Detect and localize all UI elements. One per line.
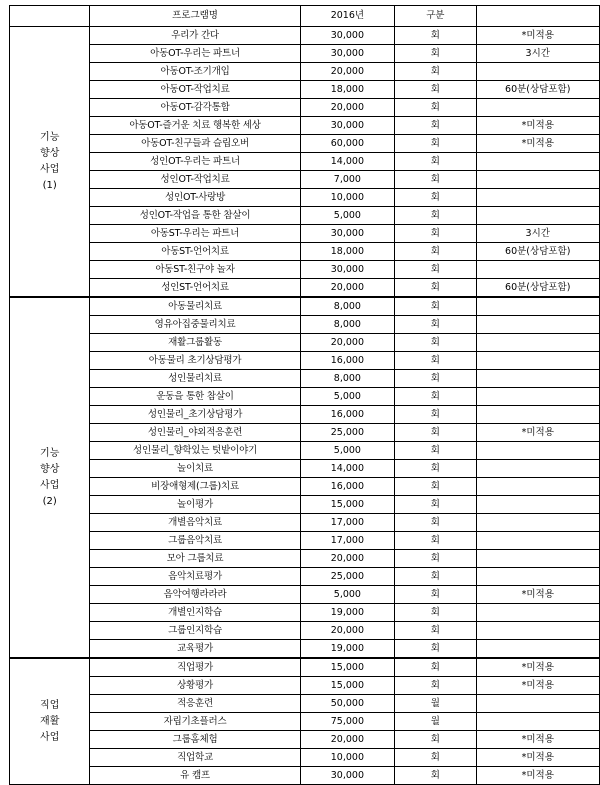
note-cell: *미적용: [476, 586, 600, 604]
price-cell: 50,000: [300, 695, 394, 713]
program-name-cell: 운동을 통한 참살이: [90, 388, 300, 406]
group-label-line: 직업: [40, 699, 60, 711]
price-cell: 19,000: [300, 604, 394, 622]
note-cell: *미적용: [476, 767, 600, 785]
header-corner: [10, 6, 90, 27]
note-cell: [476, 604, 600, 622]
note-cell: [476, 63, 600, 81]
note-cell: [476, 460, 600, 478]
program-name-cell: 상황평가: [90, 677, 300, 695]
unit-cell: 회: [395, 243, 476, 261]
program-name-cell: 유 캠프: [90, 767, 300, 785]
price-cell: 5,000: [300, 586, 394, 604]
note-cell: *미적용: [476, 731, 600, 749]
table-row: [10, 640, 600, 659]
unit-cell: 회: [395, 677, 476, 695]
note-cell: [476, 442, 600, 460]
unit-cell: 회: [395, 45, 476, 63]
program-name-cell: 영유아집중물리치료: [90, 316, 300, 334]
program-name-cell: 자립기초플러스: [90, 713, 300, 731]
unit-cell: 회: [395, 207, 476, 225]
note-cell: 3시간: [476, 45, 600, 63]
program-name-cell: 성인OT-사랑방: [90, 189, 300, 207]
table-row: [10, 189, 600, 207]
program-name-cell: 아동OT-즐거운 치료 행복한 세상: [90, 117, 300, 135]
unit-cell: 회: [395, 63, 476, 81]
unit-cell: 회: [395, 568, 476, 586]
price-cell: 17,000: [300, 514, 394, 532]
unit-cell: 회: [395, 99, 476, 117]
price-cell: 5,000: [300, 388, 394, 406]
table-row: [10, 568, 600, 586]
table-row: [10, 225, 600, 243]
note-cell: [476, 496, 600, 514]
program-name-cell: 아동OT-감각통합: [90, 99, 300, 117]
note-cell: *미적용: [476, 117, 600, 135]
price-cell: 20,000: [300, 334, 394, 352]
note-cell: [476, 261, 600, 279]
table-row: [10, 496, 600, 514]
price-cell: 15,000: [300, 496, 394, 514]
program-fee-table: [9, 5, 600, 785]
program-name-cell: 성인물리_초기상담평가: [90, 406, 300, 424]
program-name-cell: 음악치료평가: [90, 568, 300, 586]
unit-cell: 회: [395, 604, 476, 622]
table-row: [10, 460, 600, 478]
table-row: [10, 261, 600, 279]
group-label-line: 향상: [40, 463, 60, 475]
table-row: [10, 713, 600, 731]
note-cell: [476, 478, 600, 496]
price-cell: 16,000: [300, 406, 394, 424]
note-cell: [476, 713, 600, 731]
table-row: [10, 63, 600, 81]
table-row: [10, 424, 600, 442]
program-name-cell: 성인OT-우리는 파트너: [90, 153, 300, 171]
table-row: [10, 207, 600, 225]
program-name-cell: 음악여행라라라: [90, 586, 300, 604]
group-label: [10, 27, 90, 298]
table-row: [10, 658, 600, 677]
note-cell: [476, 171, 600, 189]
table-row: [10, 604, 600, 622]
program-name-cell: 개별음악치료: [90, 514, 300, 532]
price-cell: 15,000: [300, 658, 394, 677]
program-name-cell: 개별인지학습: [90, 604, 300, 622]
unit-cell: 회: [395, 189, 476, 207]
program-name-cell: 아동물리치료: [90, 297, 300, 316]
note-cell: [476, 640, 600, 659]
unit-cell: 회: [395, 514, 476, 532]
note-cell: *미적용: [476, 658, 600, 677]
table-row: [10, 171, 600, 189]
table-row: [10, 99, 600, 117]
price-cell: 75,000: [300, 713, 394, 731]
unit-cell: 회: [395, 370, 476, 388]
unit-cell: 회: [395, 767, 476, 785]
note-cell: [476, 189, 600, 207]
price-cell: 20,000: [300, 279, 394, 298]
unit-cell: 회: [395, 225, 476, 243]
table-row: [10, 370, 600, 388]
unit-cell: 회: [395, 171, 476, 189]
table-row: [10, 586, 600, 604]
price-cell: 20,000: [300, 63, 394, 81]
unit-cell: 회: [395, 334, 476, 352]
unit-cell: 회: [395, 460, 476, 478]
header-year: 2016년: [300, 6, 394, 27]
unit-cell: 회: [395, 135, 476, 153]
unit-cell: 회: [395, 352, 476, 370]
price-cell: 30,000: [300, 27, 394, 45]
price-cell: 14,000: [300, 460, 394, 478]
price-cell: 17,000: [300, 532, 394, 550]
price-cell: 20,000: [300, 622, 394, 640]
note-cell: [476, 352, 600, 370]
table-row: [10, 749, 600, 767]
program-name-cell: 아동OT-친구들과 슬립오버: [90, 135, 300, 153]
price-cell: 18,000: [300, 81, 394, 99]
table-row: [10, 297, 600, 316]
price-cell: 20,000: [300, 550, 394, 568]
unit-cell: 회: [395, 316, 476, 334]
unit-cell: 회: [395, 640, 476, 659]
unit-cell: 회: [395, 532, 476, 550]
price-cell: 5,000: [300, 442, 394, 460]
table-row: [10, 334, 600, 352]
note-cell: *미적용: [476, 677, 600, 695]
table-row: [10, 767, 600, 785]
price-cell: 18,000: [300, 243, 394, 261]
unit-cell: 회: [395, 406, 476, 424]
table-row: [10, 81, 600, 99]
program-name-cell: 직업평가: [90, 658, 300, 677]
price-cell: 8,000: [300, 370, 394, 388]
group-label-line: 향상: [40, 147, 60, 159]
table-row: [10, 478, 600, 496]
price-cell: 25,000: [300, 568, 394, 586]
group-label-line: 사업: [40, 731, 60, 743]
group-label-line: 기능: [40, 131, 60, 143]
note-cell: [476, 370, 600, 388]
unit-cell: 월: [395, 713, 476, 731]
unit-cell: 회: [395, 622, 476, 640]
note-cell: [476, 207, 600, 225]
table-row: [10, 550, 600, 568]
note-cell: [476, 695, 600, 713]
table-row: [10, 388, 600, 406]
table-row: [10, 731, 600, 749]
program-name-cell: 직업학교: [90, 749, 300, 767]
table-row: [10, 442, 600, 460]
price-cell: 5,000: [300, 207, 394, 225]
table-row: [10, 532, 600, 550]
program-name-cell: 그룹음악치료: [90, 532, 300, 550]
note-cell: 60분(상담포함): [476, 243, 600, 261]
note-cell: [476, 514, 600, 532]
group-label-line: 재활: [40, 715, 60, 727]
note-cell: *미적용: [476, 424, 600, 442]
program-name-cell: 비장애형제(그룹)치료: [90, 478, 300, 496]
group-label-line: (1): [42, 179, 57, 191]
program-name-cell: 성인OT-작업치료: [90, 171, 300, 189]
unit-cell: 월: [395, 695, 476, 713]
unit-cell: 회: [395, 261, 476, 279]
program-name-cell: 그룹인지학습: [90, 622, 300, 640]
program-name-cell: 아동ST-우리는 파트너: [90, 225, 300, 243]
price-cell: 30,000: [300, 117, 394, 135]
program-name-cell: 성인OT-작업을 통한 참살이: [90, 207, 300, 225]
unit-cell: 회: [395, 731, 476, 749]
program-name-cell: 우리가 간다: [90, 27, 300, 45]
group-label-line: 사업: [40, 163, 60, 175]
group-label: [10, 658, 90, 785]
unit-cell: 회: [395, 117, 476, 135]
price-cell: 30,000: [300, 261, 394, 279]
note-cell: [476, 99, 600, 117]
price-cell: 60,000: [300, 135, 394, 153]
table-row: [10, 279, 600, 298]
program-name-cell: 교육평가: [90, 640, 300, 659]
note-cell: 60분(상담포함): [476, 279, 600, 298]
program-name-cell: 성인물리_향학있는 텃밭이야기: [90, 442, 300, 460]
table-row: [10, 316, 600, 334]
table-row: [10, 695, 600, 713]
header-program: 프로그램명: [90, 6, 300, 27]
unit-cell: 회: [395, 279, 476, 298]
group-label: [10, 297, 90, 658]
unit-cell: 회: [395, 478, 476, 496]
note-cell: *미적용: [476, 135, 600, 153]
group-label-line: 사업: [40, 479, 60, 491]
price-cell: 8,000: [300, 316, 394, 334]
price-cell: 14,000: [300, 153, 394, 171]
note-cell: 60분(상담포함): [476, 81, 600, 99]
program-name-cell: 아동ST-언어치료: [90, 243, 300, 261]
table-row: [10, 352, 600, 370]
program-name-cell: 놀이치료: [90, 460, 300, 478]
note-cell: *미적용: [476, 749, 600, 767]
table-row: [10, 45, 600, 63]
unit-cell: 회: [395, 297, 476, 316]
price-cell: 15,000: [300, 677, 394, 695]
program-name-cell: 재활그룹활동: [90, 334, 300, 352]
note-cell: [476, 532, 600, 550]
unit-cell: 회: [395, 81, 476, 99]
table-row: [10, 27, 600, 45]
unit-cell: 회: [395, 586, 476, 604]
unit-cell: 회: [395, 550, 476, 568]
program-name-cell: 그룹홈체험: [90, 731, 300, 749]
unit-cell: 회: [395, 388, 476, 406]
note-cell: [476, 334, 600, 352]
price-cell: 20,000: [300, 99, 394, 117]
unit-cell: 회: [395, 27, 476, 45]
table-row: [10, 117, 600, 135]
header-row: [10, 6, 600, 27]
note-cell: [476, 153, 600, 171]
note-cell: [476, 388, 600, 406]
unit-cell: 회: [395, 496, 476, 514]
note-cell: [476, 316, 600, 334]
table-row: [10, 514, 600, 532]
unit-cell: 회: [395, 424, 476, 442]
unit-cell: 회: [395, 153, 476, 171]
table-row: [10, 406, 600, 424]
group-label-line: (2): [42, 495, 57, 507]
note-cell: [476, 406, 600, 424]
fee-table-body: [10, 27, 600, 785]
price-cell: 7,000: [300, 171, 394, 189]
note-cell: 3시간: [476, 225, 600, 243]
note-cell: [476, 550, 600, 568]
note-cell: [476, 297, 600, 316]
header-note: [476, 6, 600, 27]
program-name-cell: 아동물리 초기상담평가: [90, 352, 300, 370]
table-row: [10, 153, 600, 171]
program-name-cell: 놀이평가: [90, 496, 300, 514]
note-cell: [476, 568, 600, 586]
unit-cell: 회: [395, 442, 476, 460]
program-name-cell: 성인물리치료: [90, 370, 300, 388]
program-name-cell: 모아 그룹치료: [90, 550, 300, 568]
price-cell: 30,000: [300, 45, 394, 63]
header-unit: 구분: [395, 6, 476, 27]
program-name-cell: 아동OT-우리는 파트너: [90, 45, 300, 63]
price-cell: 30,000: [300, 225, 394, 243]
table-row: [10, 135, 600, 153]
unit-cell: 회: [395, 658, 476, 677]
price-cell: 10,000: [300, 189, 394, 207]
price-cell: 16,000: [300, 478, 394, 496]
price-cell: 8,000: [300, 297, 394, 316]
table-row: [10, 622, 600, 640]
price-cell: 16,000: [300, 352, 394, 370]
program-name-cell: 아동ST-친구야 놀자: [90, 261, 300, 279]
program-name-cell: 성인물리_야외적응훈련: [90, 424, 300, 442]
price-cell: 25,000: [300, 424, 394, 442]
price-cell: 30,000: [300, 767, 394, 785]
program-name-cell: 성인ST-언어치료: [90, 279, 300, 298]
group-label-line: 기능: [40, 447, 60, 459]
table-row: [10, 243, 600, 261]
program-name-cell: 아동OT-조기개입: [90, 63, 300, 81]
program-name-cell: 아동OT-작업치료: [90, 81, 300, 99]
price-cell: 19,000: [300, 640, 394, 659]
unit-cell: 회: [395, 749, 476, 767]
program-name-cell: 적응훈련: [90, 695, 300, 713]
table-row: [10, 677, 600, 695]
price-cell: 10,000: [300, 749, 394, 767]
note-cell: [476, 622, 600, 640]
note-cell: *미적용: [476, 27, 600, 45]
price-cell: 20,000: [300, 731, 394, 749]
